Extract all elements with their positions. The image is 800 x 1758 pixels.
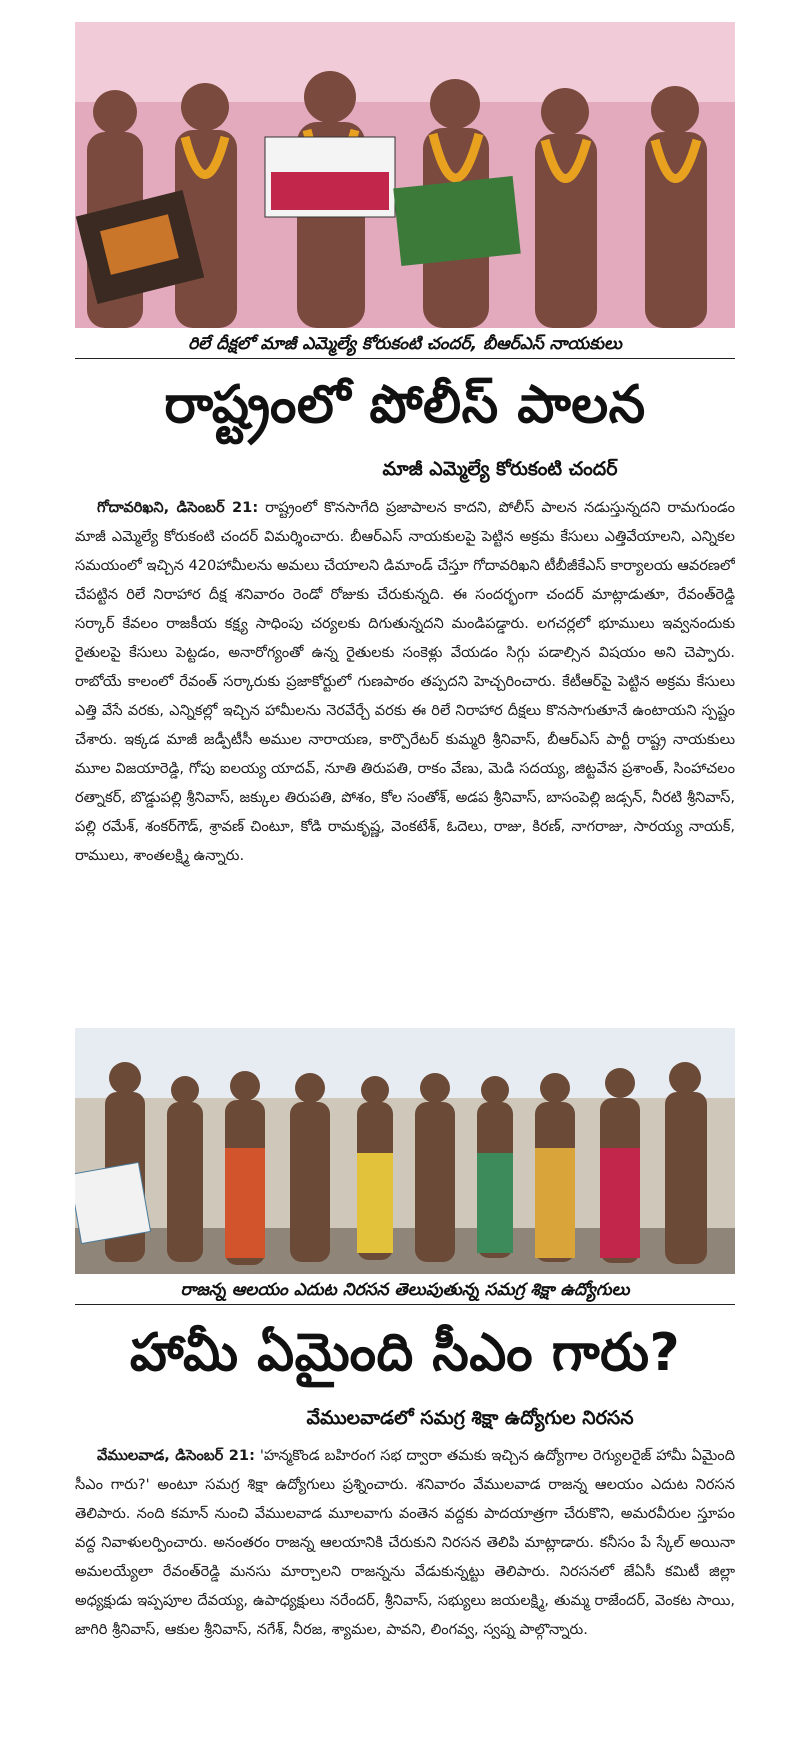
article2-body	[75, 1441, 735, 1741]
article2-dateline: వేములవాడ, డిసెంబర్ 21:	[97, 1447, 255, 1464]
article2-photo	[75, 1028, 735, 1274]
article1-dateline: గోదావరిఖని, డిసెంబర్ 21:	[97, 499, 259, 516]
article2-photo-caption: రాజన్న ఆలయం ఎదుట నిరసన తెలుపుతున్న సమగ్ర శిక్షా ఉద్యోగులు	[75, 1276, 735, 1305]
article1-headline: రాష్ట్రంలో పోలీస్ పాలన	[164, 375, 646, 435]
article2-subhead: వేములవాడలో సమగ్ర శిక్షా ఉద్యోగుల నిరసన	[306, 1407, 634, 1429]
article2-body-text: 'హన్మకొండ బహిరంగ సభ ద్వారా తమకు ఇచ్చిన ఉద్యోగాల రెగ్యులరైజ్ హామీ ఏమైంది సీఎం గారు?' అంటూ సమగ్ర శిక్షా ఉద్యోగులు ప్రశ్నించారు. శనివారం వేములవాడ రాజన్న ఆలయం ఎదుట నిరసన తెలిపారు. నంది కమాన్ నుంచి వేములవాడ మూలవాగు వంతెన వద్దకు పాదయాత్రగా చేరుకొని, అమరవీరుల స్తూపం వద్ద నివాళులర్పించారు. అనంతరం రాజన్న ఆలయానికి చేరుకుని నిరసన తెలిపి మాట్లాడారు. కనీసం పే స్కేల్ అయినా అమలయ్యేలా రేవంత్‌రెడ్డి మనసు మార్చాలని రాజన్నను వేడుకున్నట్టు తెలిపారు. నిరసనలో జేఏసీ కమిటీ జిల్లా అధ్యక్షుడు ఇప్పపూల దేవయ్య, ఉపాధ్యక్షులు నరేందర్, శ్రీనివాస్, సభ్యులు జయలక్ష్మి, తుమ్మ రాజేందర్, వెంకట సాయి, జాగిరి శ్రీనివాస్, ఆకుల శ్రీనివాస్, నగేశ్, నీరజ, శ్యామల, పావని, లింగవ్వ, స్వప్న పాల్గొన్నారు.	[75, 1447, 735, 1638]
article1-body-text: రాష్ట్రంలో కొనసాగేది ప్రజాపాలన కాదని, పోలీస్ పాలన నడుస్తున్నదని రామగుండం మాజీ ఎమ్మెల్యే కోరుకంటి చందర్ విమర్శించారు. బీఆర్ఎస్ నాయకులపై పెట్టిన అక్రమ కేసులు ఎత్తివేయాలని, ఎన్నికల సమయంలో ఇచ్చిన 420హామీలను అమలు చేయాలని డిమాండ్ చేస్తూ గోదావరిఖని టీబీజీకేఎస్ కార్యాలయ ఆవరణలో చేపట్టిన రిలే నిరాహార దీక్ష శనివారం రెండో రోజుకు చేరుకున్నది. ఈ సందర్భంగా చందర్ మాట్లాడుతూ, రేవంత్‌రెడ్డి సర్కార్ కేవలం రాజకీయ కక్ష్య సాధింపు చర్యలకు దిగుతున్నదని మండిపడ్డారు. లగచర్లలో భూములు ఇవ్వనందుకు రైతులపై కేసులు పెట్టడం, అనారోగ్యంతో ఉన్న రైతులకు సంకెళ్లు వేయడం సిగ్గు పడాల్సిన విషయం అని చెప్పారు. రాబోయే కాలంలో రేవంత్ సర్కారుకు ప్రజాకోర్టులో గుణపాఠం తప్పదని హెచ్చరించారు. కేటీఆర్‌పై పెట్టిన అక్రమ కేసులు ఎత్తి వేసే వరకు, ఎన్నికల్లో ఇచ్చిన హామీలను నెరవేర్చే వరకు ఈ రిలే నిరాహార దీక్షలు కొనసాగుతూనే ఉంటాయని స్పష్టం చేశారు. ఇక్కడ మాజీ జడ్పీటీసీ అముల నారాయణ, కార్పొరేటర్ కుమ్మరి శ్రీనివాస్, బీఆర్ఎస్ పార్టీ రాష్ట్ర నాయకులు మూల విజయారెడ్డి, గోపు ఐలయ్య యాదవ్, నూతి తిరుపతి, రాకం వేణు, మెడి సదయ్య, జిట్టవేన ప్రశాంత్, సింహాచలం రత్నాకర్, బొడ్డుపల్లి శ్రీనివాస్, జక్కుల తిరుపతి, పోశం, కోల సంతోశ్, అడప శ్రీనివాస్, బాసంపెల్లి జడ్సన్, నీరటి శ్రీనివాస్, పల్లి రమేశ్, శంకర్‌గౌడ్, శ్రావణ్ చింటూ, కోడి రామకృష్ణ, వెంకటేశ్, ఓదెలు, రాజు, కిరణ్, నాగరాజు, సారయ్య నాయక్, రాములు, శాంతలక్ష్మి ఉన్నారు.	[75, 499, 735, 864]
article1-photo-caption: రిలే దీక్షలో మాజీ ఎమ్మెల్యే కోరుకంటి చందర్, బీఆర్ఎస్ నాయకులు	[75, 330, 735, 359]
article2-headline: హామీ ఏమైంది సీఎం గారు?	[129, 1323, 681, 1383]
article1-body	[75, 493, 735, 993]
article1-photo	[75, 22, 735, 328]
article1-subhead: మాజీ ఎమ్మెల్యే కోరుకంటి చందర్	[382, 458, 618, 480]
